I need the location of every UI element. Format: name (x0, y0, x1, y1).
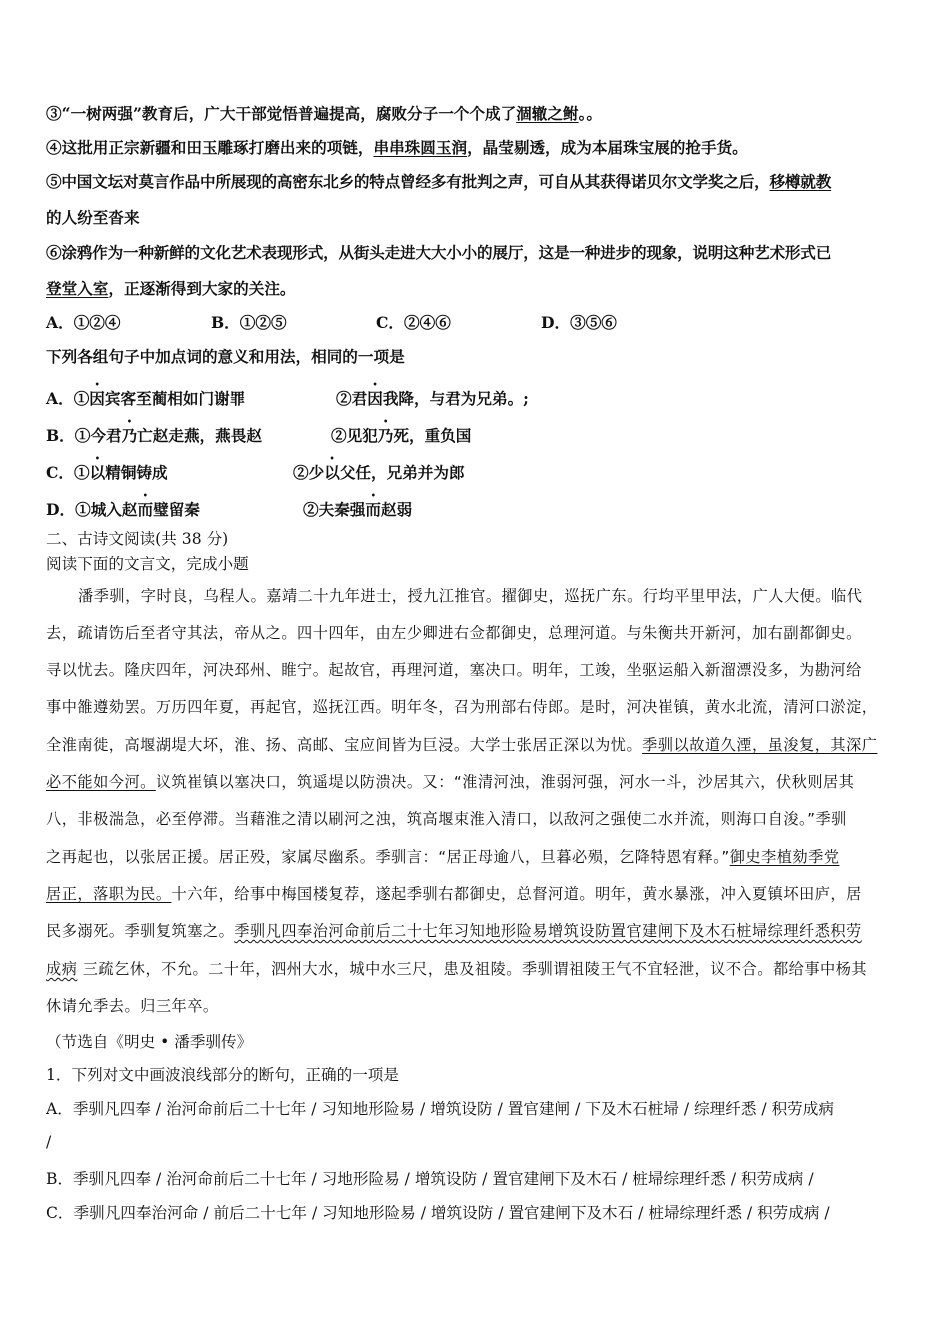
option-c2-rest: 父任，兄弟并为郎 (339, 463, 465, 482)
question-1-option-a-tail: / (46, 1133, 52, 1151)
passage-line-10 (46, 920, 862, 941)
word-option-a[interactable] (46, 379, 529, 409)
option-a-sentence-1 (46, 379, 336, 409)
passage-line-3: 寻以忧去。隆庆四年，河决邳州、睢宁。起故官，再理河道，塞决口。明年，工竣，坐驱运船入新溜漂没多，为勘河给 (46, 661, 862, 679)
option-a2-prefix: ②君 (336, 389, 368, 408)
item-6-idiom: 登堂入室 (46, 279, 109, 298)
passage-line-5 (46, 734, 877, 755)
passage-text: 十六年，给事中梅国楼复荐，遂起季驯右都御史，总督河道。明年，黄水暴涨，冲入夏镇坏田庐，居 (171, 885, 862, 903)
question-1-stem: 1．下列对文中画波浪线部分的断句，正确的一项是 (46, 1066, 399, 1084)
dotted-word: 以 (89, 463, 106, 482)
section-heading: 二、古诗文阅读(共 38 分) (46, 530, 229, 548)
passage-source: （节选自《明史 • 潘季驯传》 (46, 1033, 253, 1051)
passage-line-1: 潘季驯，字时良，乌程人。嘉靖二十九年进士，授九江推官。擢御史，巡抚广东。行均平里甲法，广人大便。临代 (78, 587, 863, 605)
prev-question-options (46, 311, 617, 333)
passage-line-8 (46, 846, 840, 867)
option-d[interactable]: D．③⑤⑥ (541, 313, 617, 332)
option-c-sentence-1 (46, 453, 293, 483)
underlined-sentence: 季驯以故道久湮，虽浚复，其深广 (642, 736, 878, 754)
option-b2-rest: 死，重负国 (393, 426, 472, 445)
item-4-idiom: 串串珠圆玉润 (373, 138, 468, 157)
passage-line-9 (46, 883, 862, 904)
item-3-idiom: 涸辙之鲋 (516, 104, 579, 123)
option-a-rest: 宾客至蔺相如门谢罪 (104, 389, 246, 408)
item-6-line-1: ⑥涂鸦作为一种新鲜的文化艺术表现形式，从街头走进大大小小的展厅，这是一种进步的现象，说明这种艺术形式已 (46, 243, 832, 262)
item-6-tail: ，正逐渐得到大家的关注。 (108, 279, 296, 298)
option-d2-prefix: ②夫秦强 (303, 500, 366, 519)
option-a2-rest: 我降，与君为兄弟。; (382, 389, 529, 408)
item-4-text: ④这批用正宗新疆和田玉雕琢打磨出来的项链， (46, 138, 374, 157)
dotted-word: 乃 (377, 426, 394, 445)
option-c2-prefix: ②少 (293, 463, 325, 482)
item-5-line-1 (46, 170, 831, 192)
option-d-sentence-1 (46, 490, 303, 520)
wavy-underlined-text: 季驯凡四奉治河命前后二十七年习知地形险易增筑设防置官建闸下及木石桩埽综理纤悉积劳 (234, 922, 862, 940)
option-b-rest: 亡赵走燕，燕畏赵 (137, 426, 262, 445)
underlined-sentence: 必不能如今河。 (46, 773, 156, 791)
option-c-sentence-2 (293, 463, 465, 482)
option-a-sentence-2 (336, 389, 529, 408)
passage-line-6 (46, 771, 854, 792)
passage-text: 之再起也，以张居正援。居正殁，家属尽幽系。季驯言：“居正母逾八，旦暮必殒，乞降特恩宥释。” (46, 848, 730, 866)
option-b-prefix: B．①今君 (46, 426, 122, 445)
item-5-idiom: 移樽就教 (769, 172, 832, 191)
question-1-option-a[interactable]: A．季驯凡四奉 / 治河命前后二十七年 / 习知地形险易 / 增筑设防 / 置官建闸 / 下及木石桩埽 / 综理纤悉 / 积劳成病 (46, 1100, 834, 1118)
passage-text: 议筑崔镇以塞决口，筑遥堤以防溃决。又：“淮清河浊，淮弱河强，河水一斗，沙居其六，伏秋则居其 (155, 773, 855, 791)
option-b2-prefix: ②见犯 (331, 426, 378, 445)
passage-line-2: 去，疏请饬后至者守其法，帝从之。四十四年，由左少卿进右佥都御史，总理河道。与朱衡共开新河，加右副都御史。 (46, 624, 862, 642)
item-4-tail: ，晶莹剔透，成为本届珠宝展的抢手货。 (467, 138, 748, 157)
item-6-line-2 (46, 277, 296, 299)
item-5-line-2: 的人纷至沓来 (46, 208, 140, 227)
option-d-rest: 璧留秦 (153, 500, 200, 519)
section-intro: 阅读下面的文言文，完成小题 (46, 555, 249, 573)
question-1-option-c[interactable]: C．季驯凡四奉治河命 / 前后二十七年 / 习知地形险易 / 增筑设防 / 置官建闸下及木石 / 桩埽综理纤悉 / 积劳成病 / (46, 1204, 830, 1222)
passage-line-11 (46, 958, 867, 979)
option-a[interactable]: A．①②④ (46, 313, 121, 332)
underlined-sentence: 御史李植劾季党 (729, 848, 840, 866)
option-c-rest: 精铜铸成 (105, 463, 168, 482)
item-3-text: ③“一树两强”教育后，广大干部觉悟普遍提高，腐败分子一个个成了 (46, 104, 517, 123)
option-c[interactable]: C．②④⑥ (376, 313, 451, 332)
word-question-stem: 下列各组句子中加点词的意义和用法，相同的一项是 (46, 347, 405, 366)
option-d-sentence-2 (303, 500, 412, 519)
wavy-underlined-text: 成病 (46, 960, 78, 978)
passage-line-4: 事中雒遵劾罢。万历四年夏，再起官，巡抚江西。明年冬，召为刑部右侍郎。是时，河决崔镇，黄水北流，清河口淤淀， (46, 698, 878, 716)
passage-line-7: 八，非极湍急，必至停滞。当藉淮之清以刷河之浊，筑高堰束淮入清口，以敌河之强使二水并流，则海口自浚。”季驯 (46, 810, 847, 828)
dotted-word: 以 (324, 463, 340, 482)
option-d2-rest: 赵弱 (381, 500, 413, 519)
item-4 (46, 136, 748, 158)
dotted-word: 乃 (121, 426, 138, 445)
option-a-prefix: A．① (46, 389, 90, 408)
word-option-c[interactable] (46, 453, 465, 483)
underlined-sentence: 居正，落职为民。 (46, 885, 172, 903)
passage-text: 全淮南徙，高堰湖堤大坏，淮、扬、高邮、宝应间皆为巨浸。大学士张居正深以为忧。 (46, 736, 643, 754)
dotted-word: 而 (365, 500, 381, 519)
option-c-prefix: C．① (46, 463, 90, 482)
passage-text: 民多溺死。季驯复筑塞之。 (46, 922, 235, 940)
item-5-text: ⑤中国文坛对莫言作品中所展现的高密东北乡的特点曾经多有批判之声，可自从其获得诺贝尔文学奖之后， (46, 172, 770, 191)
word-option-d[interactable] (46, 490, 412, 520)
dotted-word: 因 (367, 389, 383, 408)
option-b-sentence-2 (331, 426, 471, 445)
passage-line-12: 休请允季去。归三年卒。 (46, 997, 219, 1015)
option-d-prefix: D．①城入赵 (46, 500, 138, 519)
option-b[interactable]: B．①②⑤ (211, 313, 287, 332)
dotted-word: 而 (137, 500, 154, 519)
item-3 (46, 102, 602, 124)
word-option-b[interactable] (46, 416, 471, 446)
passage-text: 三疏乞休，不允。二十年，泗州大水，城中水三尺，患及祖陵。季驯谓祖陵王气不宜轻泄，议不合。都给事中杨其 (77, 960, 868, 978)
item-3-tail: 。。 (578, 104, 602, 123)
option-b-sentence-1 (46, 416, 331, 446)
question-1-option-b[interactable]: B．季驯凡四奉 / 治河命前后二十七年 / 习地形险易 / 增筑设防 / 置官建闸下及木石 / 桩埽综理纤悉 / 积劳成病 / (46, 1170, 814, 1188)
dotted-word: 因 (89, 389, 105, 408)
